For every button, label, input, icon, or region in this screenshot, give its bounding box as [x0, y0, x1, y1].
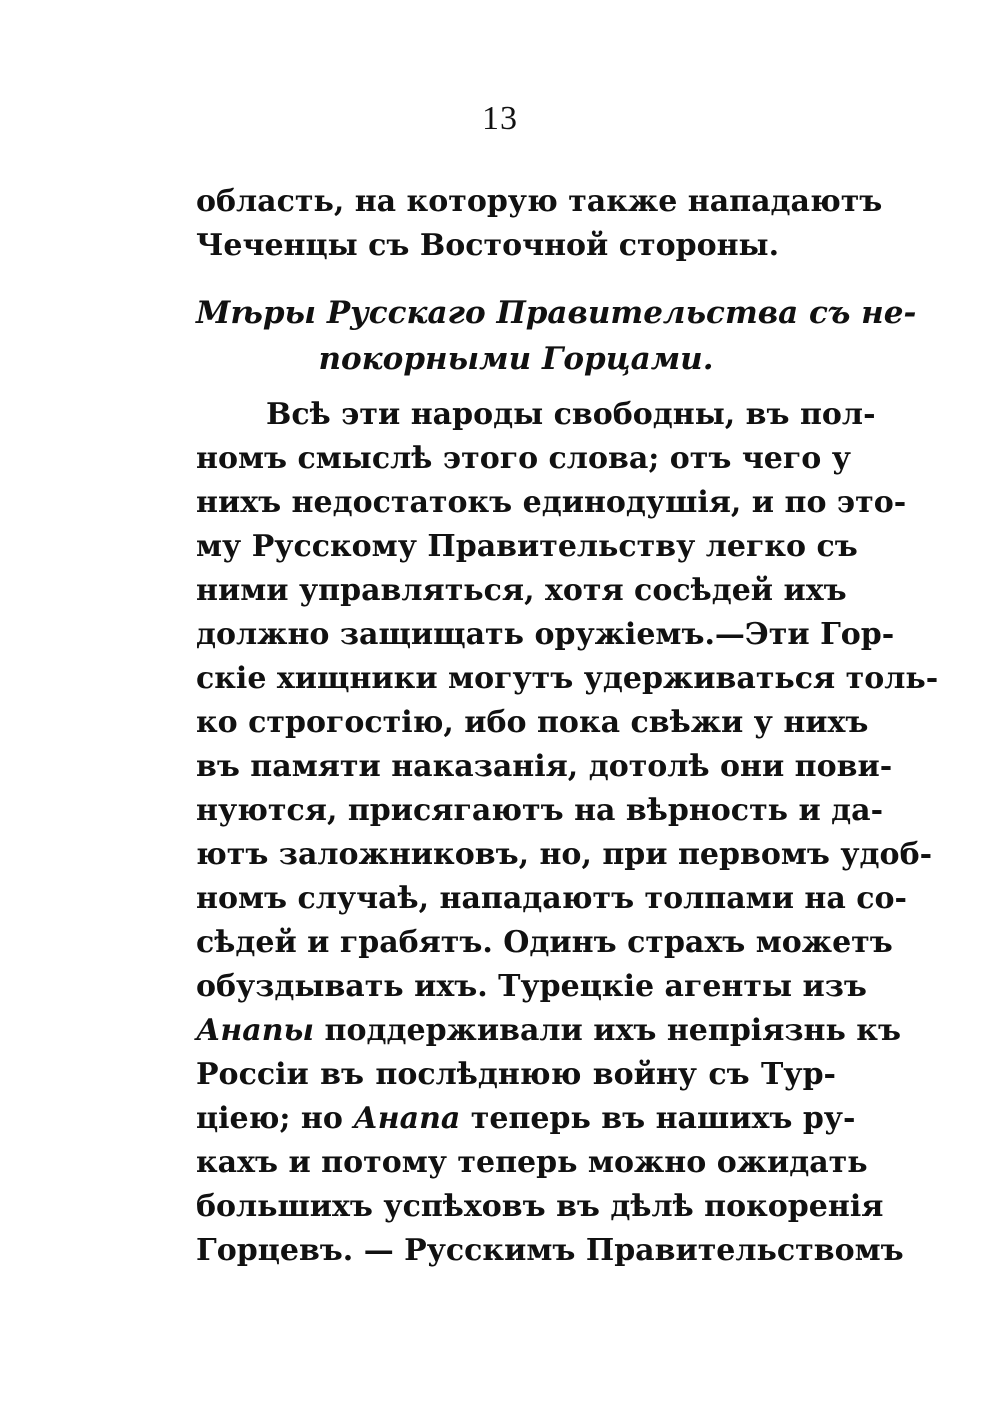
text-line: сѣдей и грабятъ. Одинъ страхъ можетъ [196, 925, 893, 960]
text-line: номъ случаѣ, нападаютъ толпами на со- [196, 881, 907, 916]
text-line: ютъ заложниковъ, но, при первомъ удоб- [196, 837, 933, 872]
text-line-anapa [196, 1009, 901, 1053]
text-line: скіе хищники могутъ удерживаться толь- [196, 661, 939, 696]
section-heading [196, 290, 917, 382]
text-line: большихъ успѣховъ въ дѣлѣ покоренія [196, 1189, 884, 1224]
body-paragraph [196, 393, 939, 1273]
opening-text [196, 180, 883, 268]
text-line: Всѣ эти народы свободны, въ пол- [266, 397, 876, 432]
text-line: область, на которую также нападаютъ [196, 184, 883, 219]
text-line: му Русскому Правительству легко съ [196, 529, 858, 564]
italic-place-name: Анапы [196, 1013, 315, 1048]
text-run: ціею; но [196, 1101, 354, 1136]
heading-line: покорными Горцами. [318, 341, 714, 377]
text-line: ними управляться, хотя сосѣдей ихъ [196, 573, 847, 608]
text-line: кахъ и потому теперь можно ожидать [196, 1145, 868, 1180]
text-line: въ памяти наказанія, дотолѣ они пови- [196, 749, 893, 784]
italic-place-name: Анапа [353, 1101, 461, 1136]
text-line-anapa-2 [196, 1097, 856, 1141]
page-number: 13 [482, 100, 518, 137]
text-line: Россіи въ послѣднюю войну съ Тур- [196, 1057, 836, 1092]
text-line: нихъ недостатокъ единодушія, и по это- [196, 485, 907, 520]
text-line: обуздывать ихъ. Турецкіе агенты изъ [196, 969, 867, 1004]
text-line: должно защищать оружіемъ.—Эти Гор- [196, 617, 895, 652]
text-line: ко строгостію, ибо пока свѣжи у нихъ [196, 705, 869, 740]
text-line: Горцевъ. — Русскимъ Правительствомъ [196, 1233, 904, 1268]
text-line: номъ смыслѣ этого слова; отъ чего у [196, 441, 851, 476]
heading-line: Мѣры Русскаго Правительства съ не- [196, 295, 917, 331]
text-run: теперь въ нашихъ ру- [460, 1101, 856, 1136]
text-line: Чеченцы съ Восточной стороны. [196, 228, 780, 263]
text-run: поддерживали ихъ непріязнь къ [314, 1013, 901, 1048]
text-line: нуются, присягаютъ на вѣрность и да- [196, 793, 884, 828]
